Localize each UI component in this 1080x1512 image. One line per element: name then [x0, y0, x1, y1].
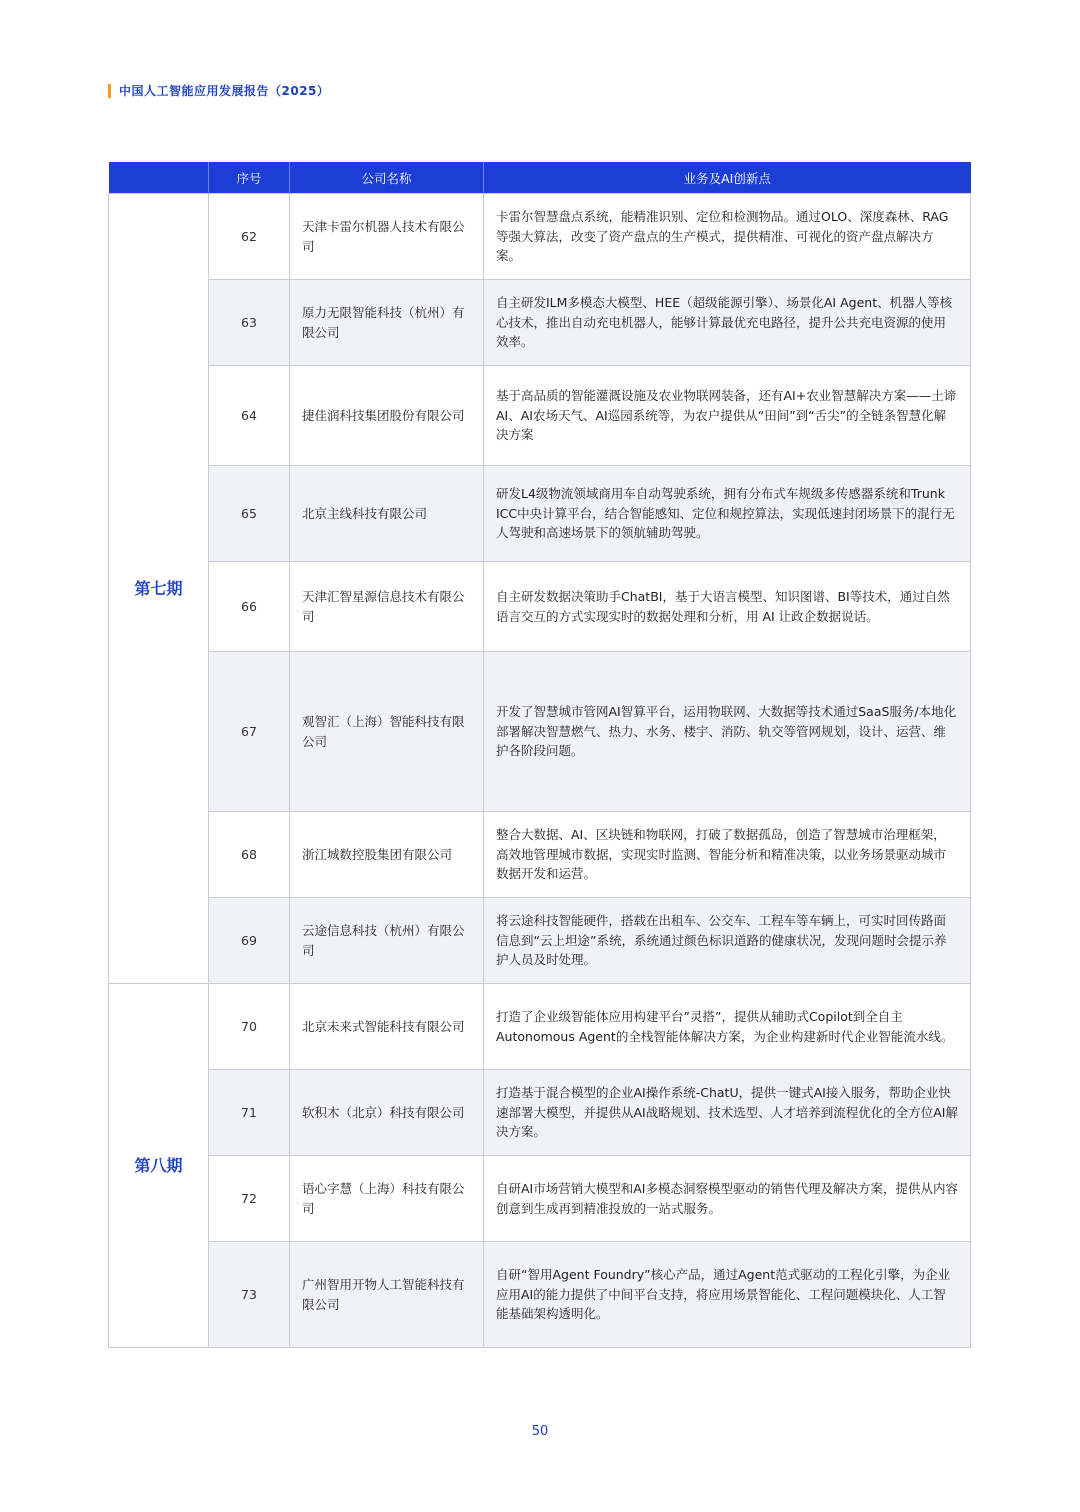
table-row [109, 466, 971, 562]
row-number: 64 [209, 366, 290, 466]
column-header-number: 序号 [209, 162, 290, 194]
company-name: 北京未来式智能科技有限公司 [290, 984, 484, 1070]
company-description: 打造了企业级智能体应用构建平台”灵搭”，提供从辅助式Copilot到全自主Autonomous Agent的全栈智能体解决方案，为企业构建新时代企业智能流水线。 [484, 984, 971, 1070]
company-name: 捷佳润科技集团股份有限公司 [290, 366, 484, 466]
table-row [109, 1070, 971, 1156]
column-header-period [109, 162, 209, 194]
table-row [109, 562, 971, 652]
row-number: 73 [209, 1242, 290, 1348]
company-description: 将云途科技智能硬件，搭载在出租车、公交车、工程车等车辆上，可实时回传路面信息到“云上坦途”系统，系统通过颜色标识道路的健康状况，发现问题时会提示养护人员及时处理。 [484, 898, 971, 984]
company-description: 自研“智用Agent Foundry”核心产品，通过Agent范式驱动的工程化引擎，为企业应用AI的能力提供了中间平台支持，将应用场景智能化、工程问题模块化、人工智能基础架构透明化。 [484, 1242, 971, 1348]
company-description: 自主研发数据决策助手ChatBI，基于大语言模型、知识图谱、BI等技术，通过自然语言交互的方式实现实时的数据处理和分析，用 AI 让政企数据说话。 [484, 562, 971, 652]
company-name: 北京主线科技有限公司 [290, 466, 484, 562]
table-row [109, 366, 971, 466]
company-description: 开发了智慧城市管网AI智算平台，运用物联网、大数据等技术通过SaaS服务/本地化部署解决智慧燃气、热力、水务、楼宇、消防、轨交等管网规划，设计、运营、维护各阶段问题。 [484, 652, 971, 812]
company-description: 自研AI市场营销大模型和AI多模态洞察模型驱动的销售代理及解决方案，提供从内容创意到生成再到精准投放的一站式服务。 [484, 1156, 971, 1242]
row-number: 69 [209, 898, 290, 984]
row-number: 65 [209, 466, 290, 562]
company-name: 云途信息科技（杭州）有限公司 [290, 898, 484, 984]
report-header [108, 82, 329, 99]
row-number: 68 [209, 812, 290, 898]
period-label: 第八期 [109, 984, 209, 1348]
row-number: 71 [209, 1070, 290, 1156]
company-name: 原力无限智能科技（杭州）有限公司 [290, 280, 484, 366]
company-description: 基于高品质的智能灌溉设施及农业物联网装备，还有AI+农业智慧解决方案——土谛AI、AI农场天气、AI巡园系统等，为农户提供从“田间”到“舌尖”的全链条智慧化解决方案 [484, 366, 971, 466]
row-number: 67 [209, 652, 290, 812]
report-title: 中国人工智能应用发展报告（2025） [119, 84, 330, 98]
company-name: 天津卡雷尔机器人技术有限公司 [290, 194, 484, 280]
row-number: 72 [209, 1156, 290, 1242]
company-name: 浙江城数控股集团有限公司 [290, 812, 484, 898]
table-header-row [109, 162, 971, 194]
column-header-company: 公司名称 [290, 162, 484, 194]
company-description: 打造基于混合模型的企业AI操作系统-ChatU，提供一键式AI接入服务，帮助企业快速部署大模型，并提供从AI战略规划、技术选型、人才培养到流程优化的全方位AI解决方案。 [484, 1070, 971, 1156]
company-name: 天津汇智星源信息技术有限公司 [290, 562, 484, 652]
company-description: 研发L4级物流领域商用车自动驾驶系统，拥有分布式车规级多传感器系统和Trunk ICC中央计算平台，结合智能感知、定位和规控算法，实现低速封闭场景下的混行无人驾驶和高速场景下的领航辅助驾驶。 [484, 466, 971, 562]
row-number: 62 [209, 194, 290, 280]
table-row [109, 1156, 971, 1242]
table-row [109, 812, 971, 898]
row-number: 66 [209, 562, 290, 652]
company-name: 观智汇（上海）智能科技有限公司 [290, 652, 484, 812]
header-accent-bar [108, 84, 111, 98]
row-number: 63 [209, 280, 290, 366]
table-row [109, 984, 971, 1070]
company-description: 卡雷尔智慧盘点系统，能精准识别、定位和检测物品。通过OLO、深度森林、RAG等强大算法，改变了资产盘点的生产模式，提供精准、可视化的资产盘点解决方案。 [484, 194, 971, 280]
table-row [109, 280, 971, 366]
table-row [109, 652, 971, 812]
company-description: 自主研发ILM多模态大模型、HEE（超级能源引擎）、场景化AI Agent、机器人等核心技术，推出自动充电机器人，能够计算最优充电路径，提升公共充电资源的使用效率。 [484, 280, 971, 366]
table-row [109, 194, 971, 280]
table-row [109, 1242, 971, 1348]
company-name: 语心字慧（上海）科技有限公司 [290, 1156, 484, 1242]
company-name: 广州智用开物人工智能科技有限公司 [290, 1242, 484, 1348]
company-name: 软积木（北京）科技有限公司 [290, 1070, 484, 1156]
column-header-description: 业务及AI创新点 [484, 162, 971, 194]
company-description: 整合大数据、AI、区块链和物联网，打破了数据孤岛，创造了智慧城市治理框架，高效地管理城市数据，实现实时监测、智能分析和精准决策，以业务场景驱动城市数据开发和运营。 [484, 812, 971, 898]
row-number: 70 [209, 984, 290, 1070]
period-label: 第七期 [109, 194, 209, 984]
page-number: 50 [531, 1424, 549, 1439]
table-row [109, 898, 971, 984]
company-table [108, 162, 971, 1348]
